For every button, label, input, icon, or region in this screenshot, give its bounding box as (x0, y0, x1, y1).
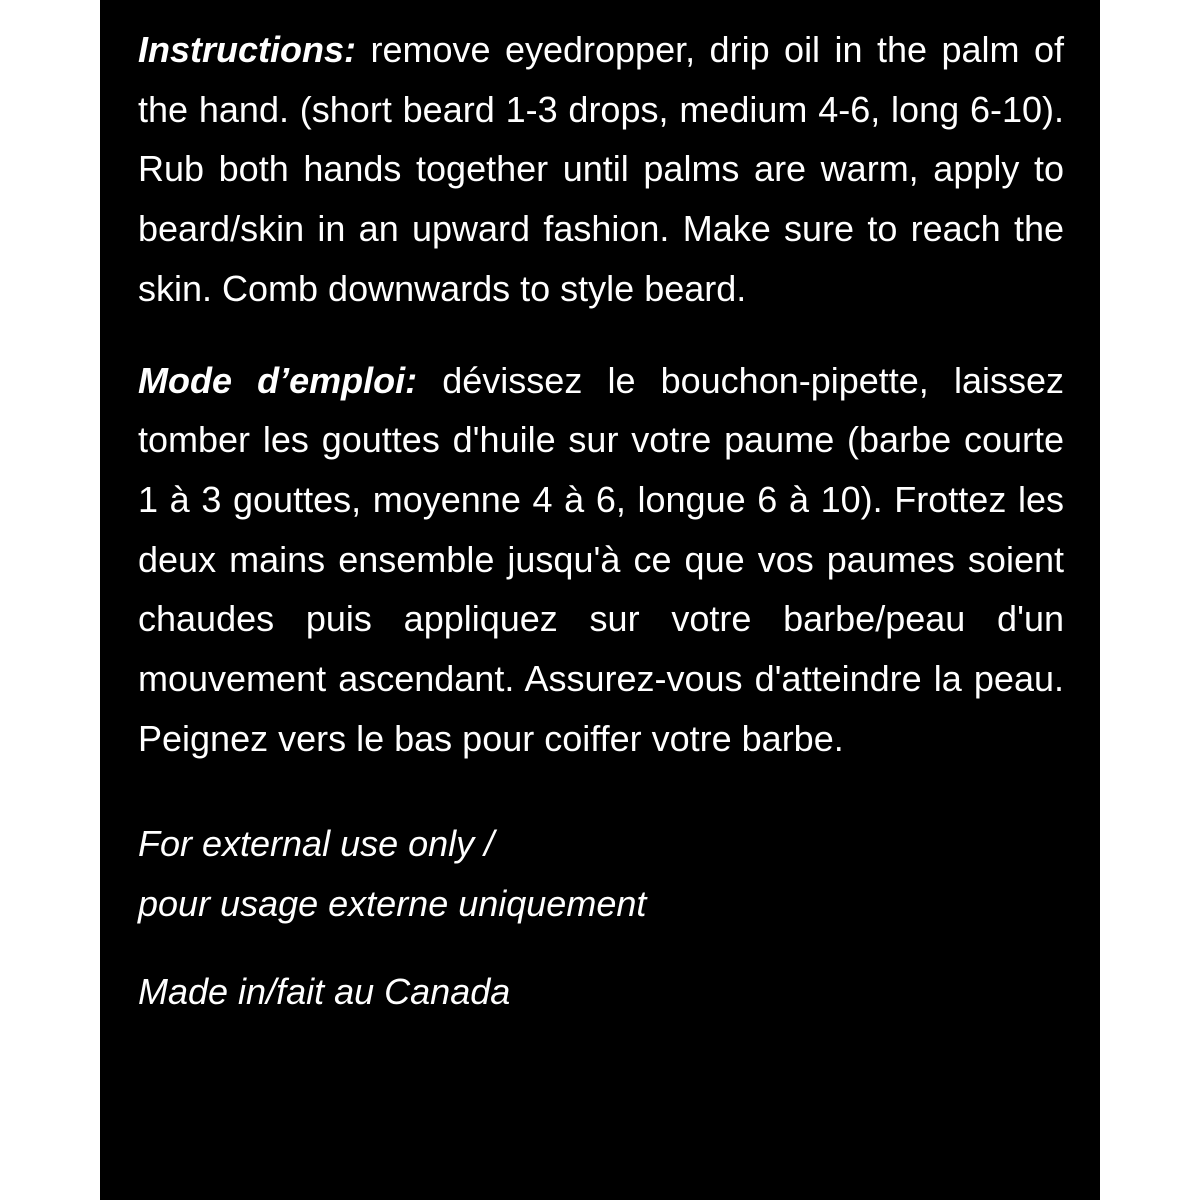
product-label-panel (100, 0, 1100, 1200)
made-in-canada: Made in/fait au Canada (138, 971, 511, 1013)
instructions-english (138, 20, 1064, 319)
warning-french: pour usage externe uniquement (138, 883, 647, 925)
instructions-heading: Instructions: (138, 29, 357, 70)
mode-emploi-body: dévissez le bouchon-pipette, laissez tomber les gouttes d'huile sur votre paume (barbe courte 1 à 3 gouttes, moyenne 4 à 6, longue 6 à 10). Frottez les deux mains ensemble jusqu'à ce que vos paumes soient chaudes puis appliquez sur votre barbe/peau d'un mouvement ascendant. Assurez-vous d'atteindre la peau. Peignez vers le bas pour coiffer votre barbe. (138, 359, 1064, 759)
external-use-warning (138, 814, 1064, 934)
warning-english: For external use only / (138, 823, 495, 865)
instructions-french (138, 351, 1064, 769)
mode-emploi-heading: Mode d’emploi: (138, 359, 418, 401)
instructions-body: remove eyedropper, drip oil in the palm of the hand. (short beard 1-3 drops, medium 4-6, long 6-10). Rub both hands together until palms are warm, apply to beard/skin in an upward fashion. Make sure to reach the skin. Comb downwards to style beard. (138, 29, 1064, 309)
